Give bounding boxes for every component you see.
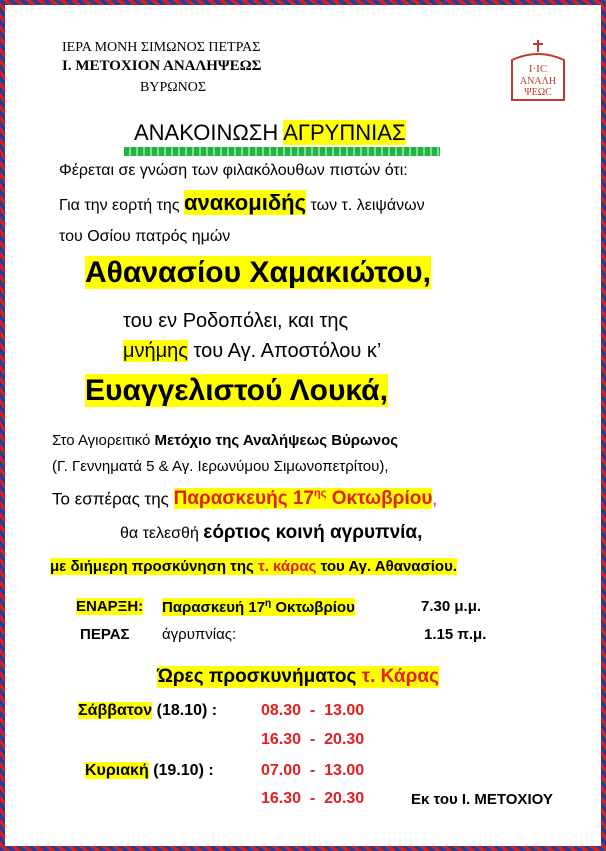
saturday-label [78, 702, 217, 720]
keyword-mnimis: μνήμης [123, 340, 188, 362]
emblem-text-3: ΨΕΩC [524, 87, 552, 98]
intro-line-2 [59, 190, 425, 216]
intro-text: Για την εορτή της [59, 197, 184, 214]
saint-name-1-text: Αθανασίου Χαμακιώτου, [85, 256, 431, 289]
start-sup: η [265, 598, 272, 609]
evening-day: Παρασκευής 17 [173, 488, 314, 510]
metochion-name: Ι. ΜΕΤΟΧΙΟΝ ΑΝΑΛΗΨΕΩΣ [62, 58, 262, 74]
emblem-text-2: ΑΝΑΛΗ [519, 76, 557, 87]
veneration-relic: τ. κάρας [258, 558, 317, 575]
saint-line-2-text: του Αγ. Αποστόλου κ’ [187, 340, 382, 362]
end-time: 1.15 π.μ. [424, 626, 487, 643]
end-label: ΠΕΡΑΣ [80, 626, 130, 643]
sunday-name: Κυριακή [85, 762, 149, 779]
sunday-date: (19.10) : [148, 762, 214, 779]
hours-title-prefix: Ώρες προσκυνήματος [157, 666, 362, 687]
start-date [162, 598, 355, 616]
intro-text-end: των τ. λειψάνων [306, 197, 425, 214]
veneration-suffix: του Αγ. Αθανασίου. [316, 558, 457, 575]
announcement-title [134, 120, 406, 146]
saint-line-1: του εν Ροδοπόλει, και της [123, 310, 349, 332]
intro-line-1: Φέρεται σε γνώση των φιλακόλουθων πιστών ότι: [59, 162, 408, 179]
veneration-prefix: με διήμερη προσκύνηση της [50, 558, 259, 575]
location-line-2: (Γ. Γεννηματά 5 & Αγ. Ιερωνύμου Σιμωνοπετρίτου), [52, 458, 389, 475]
hours-title [157, 666, 439, 688]
saint-name-2-text: Ευαγγελιστού Λουκά, [85, 374, 388, 407]
start-label: ΕΝΑΡΞΗ: [76, 598, 144, 615]
start-day: Παρασκευή 17 [162, 599, 266, 616]
start-time: 7.30 μ.μ. [421, 598, 482, 615]
start-month: Οκτωβρίου [271, 599, 355, 616]
vigil-line [120, 522, 422, 544]
saint-name-1 [85, 256, 431, 290]
sunday-time-2: 16.30 - 20.30 [261, 790, 365, 807]
evening-date [174, 488, 433, 509]
church-emblem-icon [508, 40, 568, 102]
evening-comma: , [432, 489, 438, 509]
hours-title-relic: τ. Κάρας [361, 666, 439, 687]
vigil-name: εόρτιος κοινή αγρυπνία, [203, 522, 423, 543]
sunday-label [85, 762, 214, 780]
location-line-1 [52, 432, 398, 449]
evening-sup: ης [313, 488, 327, 500]
vigil-prefix: θα τελεσθή [120, 525, 204, 542]
sunday-time-1: 07.00 - 13.00 [261, 762, 365, 779]
intro-line-3: του Οσίου πατρός ημών [59, 228, 231, 245]
location-prefix: Στο Αγιορειτικό [52, 432, 155, 449]
footer-signature: Εκ του Ι. ΜΕΤΟΧΙΟΥ [411, 791, 553, 808]
saturday-time-1: 08.30 - 13.00 [261, 702, 365, 719]
saturday-name: Σάββατον [78, 702, 153, 719]
metochion-place: Μετόχιο της Αναλήψεως Βύρωνος [154, 432, 399, 449]
saint-name-2 [85, 374, 388, 408]
evening-line [52, 488, 437, 510]
saturday-date: (18.10) : [152, 702, 218, 719]
saint-line-2 [123, 340, 381, 363]
evening-month: Οκτωβρίου [326, 488, 433, 510]
location-name: ΒΥΡΩΝΟΣ [140, 80, 207, 95]
keyword-anakomidis: ανακομιδής [183, 190, 307, 215]
title-word-2: ΑΓΡΥΠΝΙΑΣ [283, 120, 406, 145]
title-word-1: ΑΝΑΚΟΙΝΩΣΗ [134, 120, 279, 145]
emblem-text-1: Ι·ΙC [528, 63, 548, 75]
evening-prefix: Το εσπέρας της [52, 489, 174, 509]
title-underline [124, 147, 440, 156]
veneration-line [50, 558, 457, 575]
end-word: άγρυπνίας: [162, 626, 237, 643]
monastery-name: ΙΕΡΑ ΜΟΝΗ ΣΙΜΩΝΟΣ ΠΕΤΡΑΣ [62, 40, 261, 55]
saturday-time-2: 16.30 - 20.30 [261, 731, 365, 748]
